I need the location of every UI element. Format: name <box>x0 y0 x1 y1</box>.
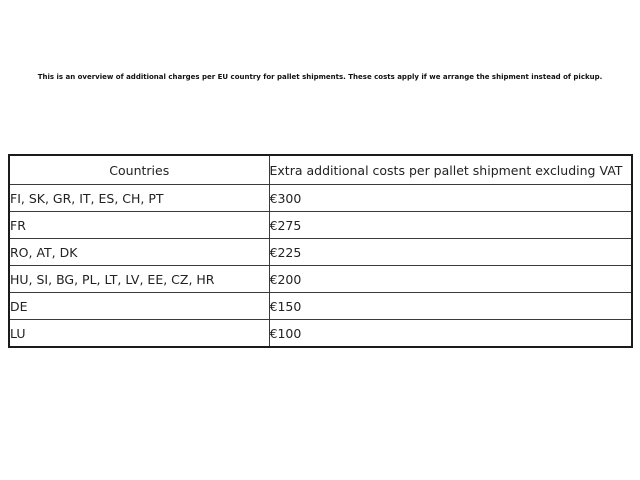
countries-cell: RO, AT, DK <box>9 239 269 266</box>
header-row <box>9 155 632 185</box>
table-row <box>9 320 632 348</box>
cost-cell: €275 <box>269 212 632 239</box>
countries-cell: FI, SK, GR, IT, ES, CH, PT <box>9 185 269 212</box>
countries-cell: DE <box>9 293 269 320</box>
charges-table <box>8 154 633 348</box>
column-header-costs: Extra additional costs per pallet shipment excluding VAT <box>269 155 632 185</box>
intro-text: This is an overview of additional charges per EU country for pallet shipments. These costs apply if we arrange the shipment instead of pickup. <box>37 73 603 81</box>
countries-cell: LU <box>9 320 269 348</box>
countries-cell: HU, SI, BG, PL, LT, LV, EE, CZ, HR <box>9 266 269 293</box>
table-row <box>9 239 632 266</box>
table-row <box>9 212 632 239</box>
cost-cell: €150 <box>269 293 632 320</box>
countries-cell: FR <box>9 212 269 239</box>
cost-cell: €225 <box>269 239 632 266</box>
column-header-countries: Countries <box>9 155 269 185</box>
cost-cell: €200 <box>269 266 632 293</box>
table-row <box>9 266 632 293</box>
cost-cell: €300 <box>269 185 632 212</box>
table-row <box>9 293 632 320</box>
cost-cell: €100 <box>269 320 632 348</box>
table-row <box>9 185 632 212</box>
